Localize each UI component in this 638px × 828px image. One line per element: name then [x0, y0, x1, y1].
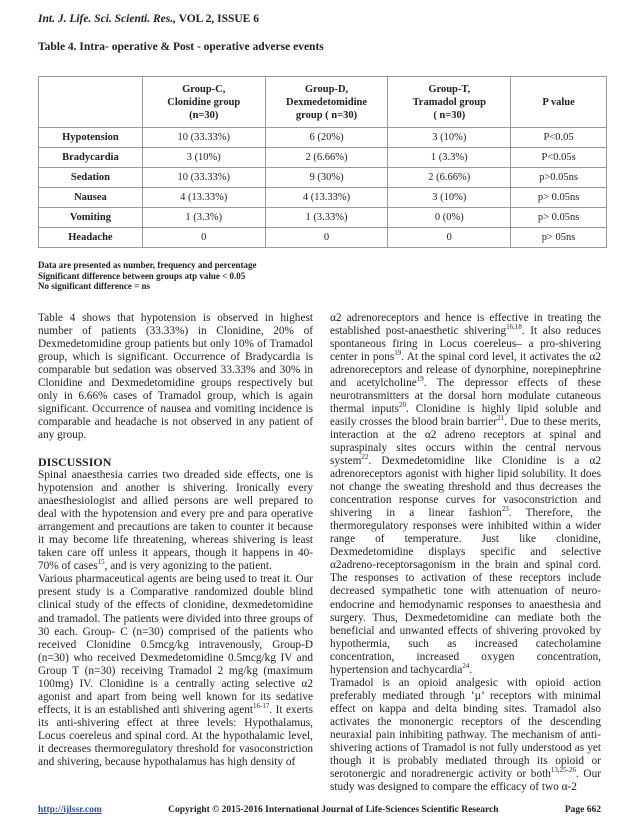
column-header: Group-T, Tramadol group ( n=30): [388, 77, 511, 128]
table-cell: 0: [265, 228, 388, 248]
table-cell: 3 (10%): [388, 128, 511, 148]
table-body: [39, 128, 607, 248]
column-header: P value: [511, 77, 607, 128]
table-cell: 0: [142, 228, 265, 248]
text-run: Table 4 shows that hypotension is observed in highest number of patients (33.33%) in Clonidine, 20% of Dexmedetomidine group patients but only 10% of Tramadol group, which is significant. Occurrence of Bradycardia is comparable but sedation was observed 33.33% and 30% in Clonidine and Dexmedetomidine groups respectively but only in 6.66% cases of Tramadol group, which is again significant. Occurrence of nausea and vomiting incidence is comparable and headache is not observed in any patient of any group.: [38, 311, 313, 441]
table-cell: p>0.05ns: [511, 168, 607, 188]
table-cell: 9 (30%): [265, 168, 388, 188]
citation: 23: [501, 505, 509, 514]
text-run: . Our study was designed to compare the efficacy of two α-2: [330, 768, 601, 794]
table-note: No significant difference = ns: [38, 281, 150, 291]
journal-link[interactable]: http://ijlssr.com: [38, 805, 102, 816]
table-row: [39, 188, 607, 208]
table-cell: p> 0.05ns: [511, 208, 607, 228]
paragraph: [330, 677, 601, 794]
citation: 15: [97, 558, 105, 567]
table-cell: P<0.05s: [511, 148, 607, 168]
table-row: [39, 148, 607, 168]
table-note: Data are presented as number, frequency and percentage: [38, 260, 257, 270]
text-run: DISCUSSION: [38, 454, 112, 469]
citation: 24: [462, 662, 470, 670]
table-cell: 1 (3.3%): [142, 208, 265, 228]
column-header: Group-D, Dexmedetomidine group ( n=30): [265, 77, 388, 128]
row-label: Vomiting: [39, 208, 143, 228]
section-heading: [38, 456, 313, 469]
text-run: Spinal anaesthesia carries two dreaded side effects, one is hypotension and another is shivering. Ironically every anaesthesiologist and allied persons are well prepared to deal with the hypotension and every pre and para operative arrangement and precautions are taken to counter it because it may become life threatening, whereas shivering is least taken care off unless it appears, though it happens in 40-70% of cases: [38, 469, 313, 573]
text-run: . It also reduces spontaneous firing in Locus coereleus– a pro-shivering center in pons: [330, 324, 601, 363]
journal-issue: VOL 2, ISSUE 6: [176, 13, 259, 25]
text-run: . Therefore, the thermoregulatory responses were inhibited within a wider range of temperature. Just like clonidine, Dexmedetomidine displays specific and selective α2adreno-receptorsagonism in the brain and spinal cord. The responses to activation of these receptors include decreased sympathetic tone with attenuation of neuro-endocrine and hemodynamic responses to anaesthesia and surgery. Thus, Dexmedetomidine can mediate both the beneficial and unwanted effects of shivering provoked by hypothermia, such as increased catecholamine concentration, increased oxygen concentration, hypertension and tachycardia: [330, 507, 601, 676]
table-cell: 3 (10%): [388, 188, 511, 208]
adverse-events-table: [38, 76, 607, 248]
table-cell: 10 (33.33%): [142, 168, 265, 188]
table-cell: 1 (3.33%): [265, 208, 388, 228]
text-run: .: [469, 663, 473, 676]
table-row: [39, 168, 607, 188]
table-cell: p> 05ns: [511, 228, 607, 248]
paragraph: [38, 469, 313, 573]
copyright: Copyright © 2015-2016 International Journal of Life-Sciences Scientific Research: [168, 805, 499, 816]
page-footer: [38, 804, 601, 816]
text-run: α2 adrenoreceptors and hence is effective in treating the established post-anaesthetic shivering: [330, 311, 601, 337]
table-title: Table 4. Intra- operative & Post - operative adverse events: [38, 41, 324, 53]
table-row: [39, 228, 607, 248]
body-columns: [38, 312, 601, 795]
citation: 16,18: [506, 322, 522, 331]
column-header: Group-C, Clonidine group (n=30): [142, 77, 265, 128]
table-cell: 2 (6.66%): [265, 148, 388, 168]
citation: 13,25-26: [550, 766, 576, 775]
table-cell: P<0.05: [511, 128, 607, 148]
table-header-row: [39, 77, 607, 128]
table-cell: 0 (0%): [388, 208, 511, 228]
text-run: . Due to these merits, interaction at the α2 adreno receptors at spinal and supraspinaly sites occurs within the central nervous system: [330, 415, 601, 468]
row-label: Bradycardia: [39, 148, 143, 168]
table-cell: 2 (6.66%): [388, 168, 511, 188]
citation: 22: [361, 453, 369, 462]
table-row: [39, 128, 607, 148]
table-notes: [38, 260, 601, 292]
table-cell: 4 (13.33%): [142, 188, 265, 208]
row-label: Hypotension: [39, 128, 143, 148]
table-cell: 0: [388, 228, 511, 248]
citation: 19: [394, 348, 402, 357]
column-header: [39, 77, 143, 128]
row-label: Sedation: [39, 168, 143, 188]
paragraph: [330, 312, 601, 677]
page-number: Page 662: [564, 805, 601, 816]
citation: 20: [399, 401, 407, 410]
table-cell: 3 (10%): [142, 148, 265, 168]
citation: 19: [416, 374, 424, 383]
table-cell: 1 (3.3%): [388, 148, 511, 168]
table-cell: 4 (13.33%): [265, 188, 388, 208]
citation: 16-17: [253, 702, 270, 711]
paragraph: [38, 312, 313, 442]
paragraph: [38, 573, 313, 769]
citation: 21: [497, 414, 505, 423]
text-run: Tramadol is an opioid analgesic with opioid action preferably mediated through ‘µ’ receptors with minimal effect on kappa and delta binding sites. Tramadol also activates the mononergic receptors of the descending neuraxial pain inhibiting pathway. The mechanism of anti-shivering actions of Tramadol is not fully understood as yet though it is probably mediated through its opioid or serotonergic and noradrenergic activity or both: [330, 676, 601, 781]
text-run: . The depressor effects of these neurotransmitters at the dorsal horn modulate cutaneous thermal inputs: [330, 376, 601, 415]
text-run: . Dexmedetomidine like Clonidine is a α2 adrenoreceptors agonist with higher lipid solubility. It does not change the sweating threshold and thus decreases the concentration response curves for vasoconstriction and shivering in a linear fashion: [330, 455, 601, 520]
right-column: [330, 312, 601, 795]
journal-header: [38, 12, 601, 26]
row-label: Nausea: [39, 188, 143, 208]
table-note: Significant difference between groups atp value < 0.05: [38, 270, 246, 281]
journal-name: Int. J. Life. Sci. Scienti. Res.,: [38, 13, 176, 25]
text-run: . Clonidine is highly lipid soluble and easily crosses the blood brain barrier: [330, 402, 601, 428]
left-column: [38, 312, 313, 795]
table-cell: 6 (20%): [265, 128, 388, 148]
text-run: . At the spinal cord level, it activates the α2 adrenoreceptors and release of dynorphine, norepinephrine and acetylcholine: [330, 350, 601, 389]
text-run: . It exerts its anti-shivering effect at three levels: Hypothalamus, Locus coereleus and spinal cord. At the hypothalamic level, it decreases thermoregulatory threshold for vasoconstriction and shivering, because hypothalamus has high density of: [38, 703, 314, 769]
text-run: Various pharmaceutical agents are being used to treat it. Our present study is a Comparative randomized double blind clinical study of the effects of clonidine, dexmedetomidine and tramadol. The patients were divided into three groups of 30 each. Group- C (n=30) comprised of the patients who received Clonidine 0.5mcg/kg intravenously, Group-D (n=30) who received Dexmedetomidine 0.5mcg/kg IV and Group T (n=30) receiving Tramadol 2 mg/kg (maximum 100mg) IV. Clonidine is a centrally acting selective α2 agonist and apart from being well known for its sedative effects, it is an established anti shivering agent: [38, 573, 313, 716]
table-cell: p> 0.05ns: [511, 188, 607, 208]
table-cell: 10 (33.33%): [142, 128, 265, 148]
text-run: , and is very agonizing to the patient.: [104, 560, 272, 573]
table-row: [39, 208, 607, 228]
row-label: Headache: [39, 228, 143, 248]
